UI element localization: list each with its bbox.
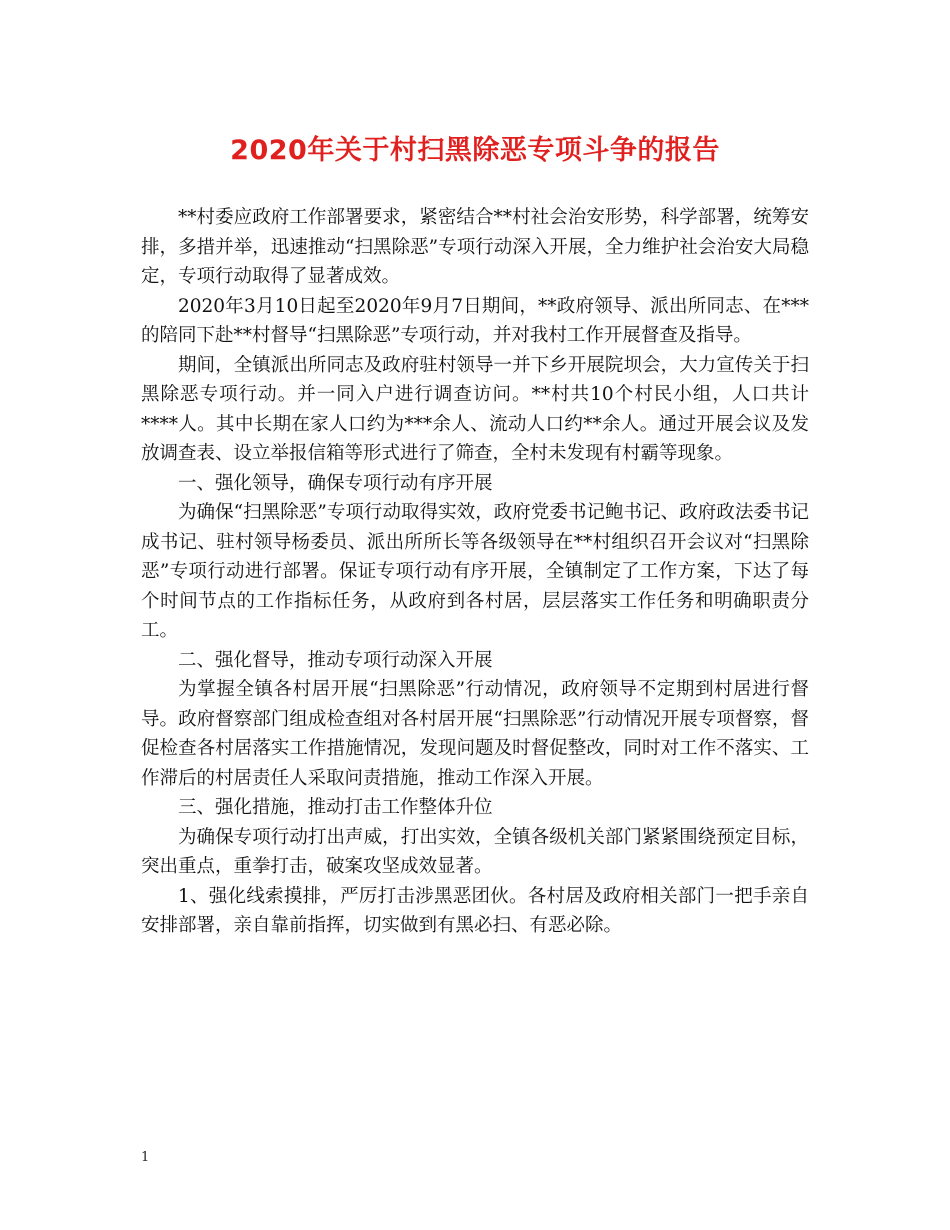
paragraph: 为确保“扫黑除恶”专项行动取得实效，政府党委书记鲍书记、政府政法委书记成书记、驻村领导杨委员、派出所所长等各级领导在**村组织召开会议对“扫黑除恶”专项行动进行部署。保证专项行动有序开展，全镇制定了工作方案，下达了每个时间节点的工作指标任务，从政府到各村居，层层落实工作任务和明确职责分工。	[141, 502, 809, 641]
paragraph: 1、强化线索摸排，严厉打击涉黑恶团伙。各村居及政府相关部门一把手亲自安排部署，亲自靠前指挥，切实做到有黑必扫、有恶必除。	[141, 885, 809, 936]
paragraph: **村委应政府工作部署要求，紧密结合**村社会治安形势，科学部署，统筹安排，多措并举，迅速推动“扫黑除恶”专项行动深入开展，全力维护社会治安大局稳定，专项行动取得了显著成效。	[141, 207, 809, 287]
paragraph: 为确保专项行动打出声威，打出实效，全镇各级机关部门紧紧围绕预定目标，突出重点，重拳打击，破案攻坚成效显著。	[141, 826, 809, 877]
section-heading: 二、强化督导，推动专项行动深入开展	[178, 649, 493, 671]
page-number: 1	[141, 1150, 150, 1165]
paragraph: 为掌握全镇各村居开展“扫黑除恶”行动情况，政府领导不定期到村居进行督导。政府督察部门组成检查组对各村居开展“扫黑除恶”行动情况开展专项督察，督促检查各村居落实工作措施情况，发现问题及时督促整改，同时对工作不落实、工作滞后的村居责任人采取问责措施，推动工作深入开展。	[141, 679, 809, 789]
document-title: 2020年关于村扫黑除恶专项斗争的报告	[230, 135, 720, 166]
paragraph: 期间，全镇派出所同志及政府驻村领导一并下乡开展院坝会，大力宣传关于扫黑除恶专项行动。并一同入户进行调查访问。**村共10个村民小组，人口共计****人。其中长期在家人口约为***余人、流动人口约**余人。通过开展会议及发放调查表、设立举报信箱等形式进行了筛查，全村未发现有村霸等现象。	[141, 354, 809, 464]
paragraph: 2020年3月10日起至2020年9月7日期间，**政府领导、派出所同志、在***的陪同下赴**村督导“扫黑除恶”专项行动，并对我村工作开展督查及指导。	[141, 295, 809, 346]
section-heading: 一、强化领导，确保专项行动有序开展	[178, 472, 493, 494]
section-heading: 三、强化措施，推动打击工作整体升位	[178, 797, 493, 818]
document-body	[141, 203, 809, 941]
